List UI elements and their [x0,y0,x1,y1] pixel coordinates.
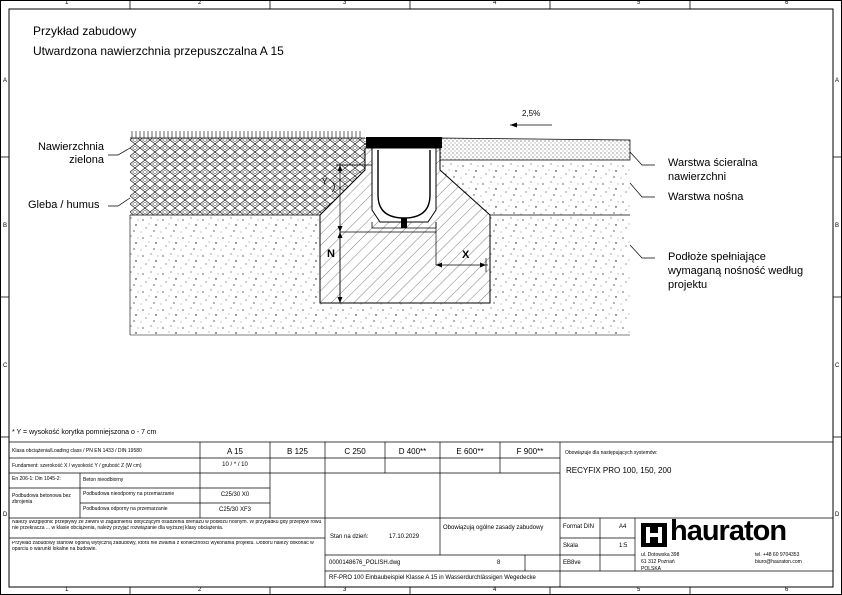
company-logo: hauraton [670,515,787,547]
class-c250: C 250 [344,447,366,456]
col-label-top: 1 [65,0,69,6]
label-subsoil: Podłoże spełniające [668,251,766,263]
channel-foot [401,218,407,228]
class-d400: D 400** [398,447,427,456]
wear-layer [440,138,630,160]
format-label: Format DIN [563,524,595,530]
row-label-right: D [835,512,840,518]
dim-label-x: X [462,249,470,261]
author: EB8ve [563,560,581,566]
label-subsoil-3: projektu [668,279,708,291]
note-2: Przykład zabudowy stanowi ogólną wytyczną zabudowy, która nie zwalnia z konieczności wykonania projektu. Doboru należy dokonać w oparciu o warunki lokalne na budowie. [12,541,314,552]
generic-rules: Obowiązują ogólne zasady zabudowy [443,525,544,531]
label-soil: Gleba / humus [28,199,100,211]
company-address-2: 61 312 Poznań [641,559,675,565]
row-label-right: B [835,223,840,229]
label-green-surface: Nawierzchnia [37,141,104,153]
concrete-x0: C25/30 X0 [220,492,250,498]
applies-value: RECYFIX PRO 100, 150, 200 [566,466,672,475]
logo-mark [641,523,667,547]
col-label-top: 5 [637,0,641,6]
concrete-mid: Podbudowa nieodporny na przemarzanie [83,491,175,497]
class-e600: E 600** [456,447,484,456]
class-b125: B 125 [287,447,308,456]
grass-ticks [132,131,360,138]
row-label-left: A [3,78,8,84]
footnote: * Y = wysokość korytka pomniejszona o - 7 cm [12,429,157,436]
title-line-2: Utwardzona nawierzchnia przepuszczalna A 15 [33,44,284,58]
col-label-top: 6 [785,0,789,6]
col-label-bottom: 5 [637,587,641,593]
label-subsoil-2: wymaganą nośność według [668,265,804,277]
concrete-xf3: C25/30 XF3 [218,507,252,513]
grating [366,137,442,148]
row-label-right: C [835,363,840,369]
label-wear-layer: Warstwa ścieralna [668,157,758,169]
class-a15: A 15 [226,447,243,456]
col-label-top: 4 [493,0,497,6]
foundation-value: 10 / * / 10 [222,462,248,468]
channel-profile [378,150,430,218]
company-address-3: POLSKA [641,566,662,572]
scale-value: 1:5 [619,543,628,549]
slope-label: 2,5% [522,109,541,118]
format-value: A4 [619,524,627,530]
revision: 8 [497,560,501,566]
col-label-bottom: 1 [65,587,69,593]
col-label-top: 3 [343,0,347,6]
scale-label: Skala [563,543,579,549]
label-wear-layer-2: nawierzchni [668,171,727,183]
note-1: Należy uwzględnić przepływy ze zlewni w zagadnieniu dotyczącym osadzenia drenażu w podłożu nośnym. W przypadku gdy przepływ rowu nie przekracza ... w klasie obciążenia, należy przyjąć rozwiązanie dla wyższej klasy obciążenia. [12,520,322,531]
company-address-1: ul. Dotowska 398 [641,552,680,558]
col-label-top: 2 [198,0,202,6]
label-green-surface-2: zielona [69,154,104,166]
company-phone: tel. +48 60 9704353 [755,552,800,558]
label-bearing-layer: Warstwa nośna [668,191,744,203]
class-f900: F 900** [516,447,544,456]
frost-mid: Podbudowa odporny na przemarzanie [83,506,168,512]
status-label: Stan na dzień: [330,534,369,540]
row-label-right: A [835,78,840,84]
description: RF-PRO 100 Einbaubeispiel Klasse A 15 in Wasserdurchlässigen Wegedecke [329,575,536,581]
foundation-label: Fundament: szerokość X / wysokość Y / grubość Z (W cm) [12,463,142,469]
status-date: 17.10.2029 [389,534,420,540]
company-email: biuro@hauraton.com [755,559,802,565]
applies-label: Obowiązuje dla następujących systemów: [565,450,658,456]
title-line-1: Przykład zabudowy [33,24,137,38]
dim-label-n: N [327,248,335,260]
file-name: 0000148676_POLISH.dwg [329,560,401,566]
concrete-label: Podbudowa betonowa bez zbrojenia [12,493,71,505]
col-label-bottom: 3 [343,587,347,593]
class-label: Klasa obciążenia/Loading class / PN EN 1433 / DIN 19580 [12,448,142,454]
row-label-left: B [3,223,8,229]
row-label-left: C [3,363,8,369]
row-label-left: D [3,512,8,518]
col-label-bottom: 4 [493,587,497,593]
col-label-bottom: 2 [198,587,202,593]
norm-label: En 206-1: Din 1045-2: [12,476,61,482]
norm-mid: Beton nieodbiorny [83,477,124,483]
col-label-bottom: 6 [785,587,789,593]
dim-label-y: Y [322,177,328,186]
